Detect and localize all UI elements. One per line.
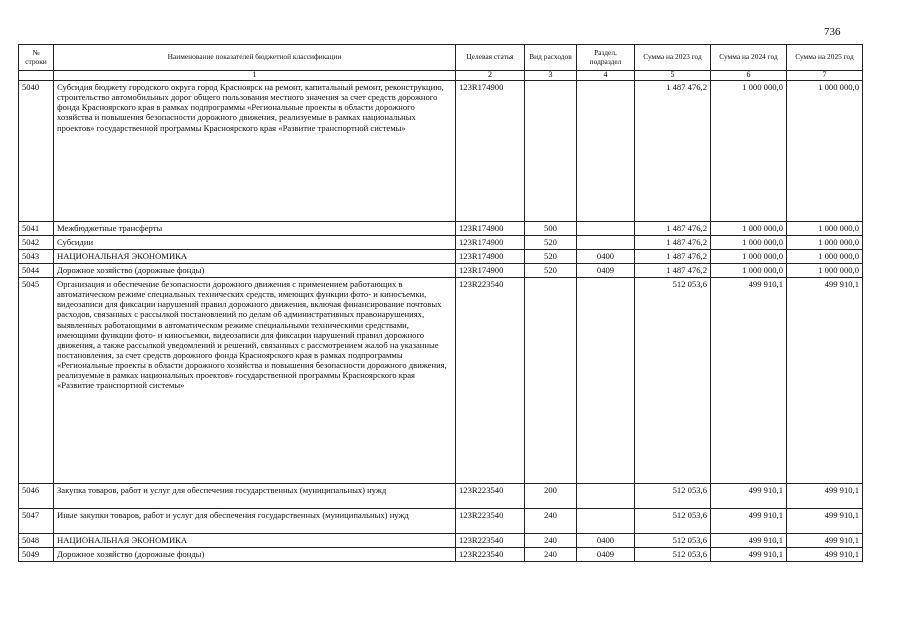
row-sum-2023: 512 053,6 — [635, 509, 711, 534]
row-target-article: 123R174900 — [456, 81, 525, 222]
header-code: Целевая статья — [456, 45, 525, 71]
row-name: Субсидия бюджету городского округа город Красноярск на ремонт, капитальный ремонт, реконструкцию, строительство автомобильных дорог общего пользования местного значения за счет средств дорожного фонда Красноярского края в рамках подпрограммы «Региональные проекты в области дорожного хозяйства и повышения безопасности дорожного движения, реализуемые в рамках национальных проектов» государственной программы Красноярского края «Развитие транспортной системы» — [54, 81, 456, 222]
row-sum-2025: 1 000 000,0 — [787, 222, 863, 236]
row-sum-2025: 499 910,1 — [787, 484, 863, 509]
row-sum-2025: 499 910,1 — [787, 534, 863, 548]
row-name: Субсидии — [54, 236, 456, 250]
row-sum-2024: 1 000 000,0 — [711, 264, 787, 278]
row-expense-type: 520 — [525, 250, 577, 264]
row-section — [577, 509, 635, 534]
row-target-article: 123R174900 — [456, 250, 525, 264]
row-section — [577, 278, 635, 484]
header-sum-2023: Сумма на 2023 год — [635, 45, 711, 71]
row-expense-type: 200 — [525, 484, 577, 509]
column-number: 6 — [711, 71, 787, 81]
row-number: 5047 — [19, 509, 54, 534]
row-sum-2023: 512 053,6 — [635, 278, 711, 484]
row-expense-type: 240 — [525, 548, 577, 562]
table-row — [19, 236, 863, 250]
column-number: 4 — [577, 71, 635, 81]
row-number: 5040 — [19, 81, 54, 222]
row-sum-2023: 1 487 476,2 — [635, 264, 711, 278]
column-number-row — [19, 71, 863, 81]
row-expense-type — [525, 278, 577, 484]
column-number: 2 — [456, 71, 525, 81]
row-section — [577, 222, 635, 236]
table-row — [19, 250, 863, 264]
row-name: НАЦИОНАЛЬНАЯ ЭКОНОМИКА — [54, 250, 456, 264]
row-sum-2024: 499 910,1 — [711, 278, 787, 484]
row-sum-2024: 1 000 000,0 — [711, 250, 787, 264]
row-section: 0409 — [577, 264, 635, 278]
row-expense-type: 240 — [525, 509, 577, 534]
row-expense-type: 520 — [525, 236, 577, 250]
table-row — [19, 548, 863, 562]
column-number: 7 — [787, 71, 863, 81]
header-sum-2024: Сумма на 2024 год — [711, 45, 787, 71]
header-row — [19, 45, 863, 71]
row-name: Закупка товаров, работ и услуг для обеспечения государственных (муниципальных) нужд — [54, 484, 456, 509]
row-name: Дорожное хозяйство (дорожные фонды) — [54, 264, 456, 278]
row-sum-2023: 512 053,6 — [635, 484, 711, 509]
row-section — [577, 484, 635, 509]
header-sum-2025: Сумма на 2025 год — [787, 45, 863, 71]
row-expense-type: 240 — [525, 534, 577, 548]
row-target-article: 123R174900 — [456, 236, 525, 250]
column-number: 3 — [525, 71, 577, 81]
row-sum-2025: 1 000 000,0 — [787, 236, 863, 250]
row-sum-2024: 499 910,1 — [711, 509, 787, 534]
row-sum-2024: 499 910,1 — [711, 534, 787, 548]
row-sum-2025: 1 000 000,0 — [787, 250, 863, 264]
table-row — [19, 509, 863, 534]
row-section — [577, 236, 635, 250]
row-name: Иные закупки товаров, работ и услуг для обеспечения государственных (муниципальных) нужд — [54, 509, 456, 534]
row-sum-2023: 1 487 476,2 — [635, 222, 711, 236]
row-sum-2024: 499 910,1 — [711, 548, 787, 562]
row-name: Организация и обеспечение безопасности дорожного движения с применением работающих в автоматическом режиме специальных технических средств, имеющих функции фото- и киносъемки, видеозаписи для фиксации нарушений правил дорожного движения, включая финансирование почтовых расходов, связанных с рассылкой постановлений по делам об административных правонарушениях, выявленных работающими в автоматическом режиме специальными техническими средствами, имеющими функции фото- и киносъемки, видеозаписи для фиксации нарушений правил дорожного движения, а также рассылкой уведомлений и решений, связанных с рассмотрением жалоб на указанные постановления, за счет средств дорожного фонда Красноярского края в рамках подпрограммы «Региональные проекты в области дорожного хозяйства и повышения безопасности дорожного движения, реализуемые в рамках национальных проектов» государственной программы Красноярского края «Развитие транспортной системы» — [54, 278, 456, 484]
row-name: Межбюджетные трансферты — [54, 222, 456, 236]
row-target-article: 123R223540 — [456, 484, 525, 509]
row-target-article: 123R174900 — [456, 264, 525, 278]
row-sum-2025: 499 910,1 — [787, 509, 863, 534]
row-number: 5049 — [19, 548, 54, 562]
row-sum-2025: 1 000 000,0 — [787, 81, 863, 222]
header-razd: Раздел, подраздел — [577, 45, 635, 71]
row-sum-2024: 499 910,1 — [711, 484, 787, 509]
row-number: 5048 — [19, 534, 54, 548]
row-sum-2025: 1 000 000,0 — [787, 264, 863, 278]
row-target-article: 123R174900 — [456, 222, 525, 236]
row-target-article: 123R223540 — [456, 509, 525, 534]
table-row — [19, 222, 863, 236]
row-expense-type — [525, 81, 577, 222]
row-number: 5046 — [19, 484, 54, 509]
row-section: 0400 — [577, 250, 635, 264]
row-sum-2023: 512 053,6 — [635, 548, 711, 562]
table-row — [19, 534, 863, 548]
header-vid: Вид расходов — [525, 45, 577, 71]
row-section — [577, 81, 635, 222]
row-number: 5043 — [19, 250, 54, 264]
table-row — [19, 81, 863, 222]
row-name: Дорожное хозяйство (дорожные фонды) — [54, 548, 456, 562]
row-number: 5042 — [19, 236, 54, 250]
column-number: 1 — [54, 71, 456, 81]
row-sum-2024: 1 000 000,0 — [711, 236, 787, 250]
row-sum-2023: 1 487 476,2 — [635, 250, 711, 264]
row-number: 5041 — [19, 222, 54, 236]
row-sum-2024: 1 000 000,0 — [711, 81, 787, 222]
table-row — [19, 484, 863, 509]
row-sum-2025: 499 910,1 — [787, 548, 863, 562]
table-row — [19, 264, 863, 278]
row-expense-type: 520 — [525, 264, 577, 278]
row-target-article: 123R223540 — [456, 548, 525, 562]
column-number: 5 — [635, 71, 711, 81]
table-row — [19, 278, 863, 484]
row-sum-2023: 1 487 476,2 — [635, 236, 711, 250]
row-number: 5044 — [19, 264, 54, 278]
row-sum-2023: 1 487 476,2 — [635, 81, 711, 222]
row-target-article: 123R223540 — [456, 534, 525, 548]
row-number: 5045 — [19, 278, 54, 484]
row-target-article: 123R223540 — [456, 278, 525, 484]
header-name: Наименование показателей бюджетной классификации — [54, 45, 456, 71]
row-sum-2025: 499 910,1 — [787, 278, 863, 484]
row-sum-2023: 512 053,6 — [635, 534, 711, 548]
header-num: № строки — [19, 45, 54, 71]
row-section: 0409 — [577, 548, 635, 562]
page-number: 736 — [824, 26, 841, 38]
row-name: НАЦИОНАЛЬНАЯ ЭКОНОМИКА — [54, 534, 456, 548]
column-number-empty — [19, 71, 54, 81]
budget-table — [18, 44, 863, 562]
row-expense-type: 500 — [525, 222, 577, 236]
row-sum-2024: 1 000 000,0 — [711, 222, 787, 236]
row-section: 0400 — [577, 534, 635, 548]
